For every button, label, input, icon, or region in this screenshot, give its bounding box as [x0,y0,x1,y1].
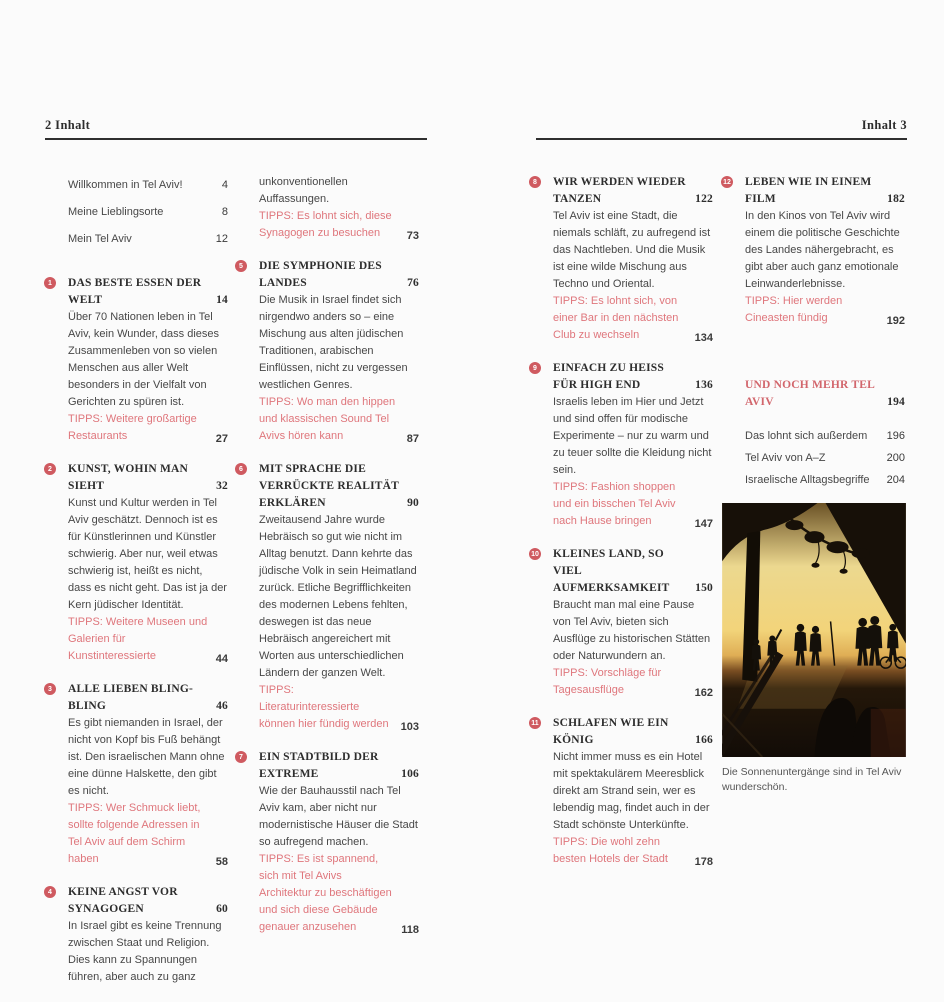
chapter-title-row [68,275,228,309]
chapter-page-number: 32 [216,480,228,492]
chapter-tipps: TIPPS: Wo man den hippen und klassischen Sound Tel Avivs hören kann [259,396,396,442]
tipps-page-number: 162 [694,687,713,699]
chapter-tipps-row [68,411,228,445]
chapter-title: SCHLAFEN WIE EIN KÖNIG [553,717,669,746]
intro-label: Mein Tel Aviv [68,233,132,245]
toc-chapter [531,546,713,699]
list-item [745,469,905,491]
appendix-page-number: 200 [886,452,905,464]
page-header-left [45,118,427,140]
chapter-page-number: 122 [695,193,713,205]
chapter-tipps-row [259,851,419,936]
chapter-tipps-row [553,665,713,699]
chapter-tipps: TIPPS: Fashion shoppen und ein bisschen Tel Aviv nach Hause bringen [553,481,676,527]
chapter-page-number: 150 [695,582,713,594]
chapter-description: Tel Aviv ist eine Stadt, die niemals schläft, zu aufregend ist das Nachtleben. Und die Musik ist eine wilde Mischung aus Techno und Oriental. [553,210,711,290]
chapter-title-row [259,749,419,783]
tipps-page-number: 118 [401,924,419,936]
tipps-page-number: 44 [215,653,228,665]
chapter-page-number: 136 [695,379,713,391]
more-section-title: UND NOCH MEHR TEL AVIV [745,379,875,408]
chapter-title: WIR WERDEN WIEDER TANZEN [553,176,686,205]
chapter-title: MIT SPRACHE DIE VERRÜCKTE REALITÄT ERKLÄREN [259,463,399,509]
more-section-page-number: 194 [887,396,905,408]
chapter-number-badge: 11 [529,717,541,729]
chapter-description: Nicht immer muss es ein Hotel mit spektakulärem Meeresblick direkt am Strand sein, wer es lebendig mag, findet auch in der Stadt schönste Unterkünfte. [553,751,710,831]
toc-chapter [533,360,713,530]
chapter-description: Zweitausend Jahre wurde Hebräisch so gut wie nicht im Alltag benutzt. Dann kehrte das jüdische Volk in sein Heimatland zurück. Etliche Begrifflichkeiten des modernen Lebens fehlten, deswegen ist das neue Hebräisch angereichert mit Worten aus unterschiedlichen Ländern der ganzen Welt. [259,514,417,679]
chapter-title: KUNST, WOHIN MAN SIEHT [68,463,189,492]
intro-label: Meine Lieblingsorte [68,206,164,218]
chapter-page-number: 182 [887,193,905,205]
chapter-title-row [259,258,419,292]
chapter-page-number: 90 [407,497,419,509]
tipps-page-number: 147 [694,518,713,530]
chapter-description: Braucht man mal eine Pause von Tel Aviv, bieten sich Ausflüge zu historischen Stätten oder Naturwundern an. [553,599,711,662]
tipps-page-number: 58 [215,856,228,868]
chapter-number-badge: 2 [44,463,56,475]
chapter-description-continued: unkonventionellen Auffassungen. [259,176,348,205]
chapter-tipps-row [259,394,419,445]
toc-chapter [48,681,228,868]
photo-caption: Die Sonnenuntergänge sind in Tel Aviv wunderschön. [722,766,902,793]
chapter-number-badge: 8 [529,176,541,188]
chapter-number-badge: 6 [235,463,247,475]
toc-chapter [48,884,228,986]
tipps-page-number: 192 [886,315,905,327]
chapter-title-row [553,546,713,597]
chapter-tipps: TIPPS: Vorschläge für Tagesausflüge [553,667,662,696]
chapter-title: DAS BESTE ESSEN DER WELT [68,277,202,306]
tipps-page-number: 27 [215,433,228,445]
chapter-title-row [259,461,419,512]
chapter-title: LEBEN WIE IN EINEM FILM [745,176,872,205]
chapter-tipps-row [259,682,419,733]
tipps-page-number: 178 [694,856,713,868]
chapter-tipps: TIPPS: Es lohnt sich, von einer Bar in den nächsten Club zu wechseln [553,295,679,341]
chapter-tipps: TIPPS: Es lohnt sich, diese Synagogen zu besuchen [259,210,392,239]
chapter-tipps: TIPPS: Weitere Museen und Galerien für Kunstinteressierte [68,616,208,662]
sunset-photo [722,503,906,757]
chapter-tipps: TIPPS: Wer Schmuck liebt, sollte folgende Adressen in Tel Aviv auf dem Schirm haben [68,802,201,865]
chapter-tipps: TIPPS: Hier werden Cineasten fündig [745,295,843,324]
chapter-title: ALLE LIEBEN BLING-BLING [68,683,194,712]
intro-page-number: 12 [215,233,228,245]
chapter-page-number: 46 [216,700,228,712]
toc-column-1 [48,172,228,1002]
chapter-description: Über 70 Nationen leben in Tel Aviv, kein Wunder, dass dieses Zusammenleben von so vielen Menschen aus aller Welt besonders in der Vielfalt von Gerichten zu spüren ist. [68,311,220,408]
chapter-description: Kunst und Kultur werden in Tel Aviv geschätzt. Dennoch ist es für Künstlerinnen und Künstler schwierig. Aber nur, weil etwas schwierig ist, heißt es nicht, dass es nicht geht. Das ist ja der Kern jüdischer Identität. [68,497,227,611]
tipps-page-number: 73 [406,230,419,242]
toc-chapter [239,258,419,445]
appendix-label: Israelische Alltagsbegriffe [745,474,870,486]
chapter-title-row [745,174,905,208]
tipps-page-number: 134 [694,332,713,344]
chapter-title-row [553,715,713,749]
page-header-left-label: 2 Inhalt [45,118,91,132]
appendix-list [745,425,905,491]
chapter-title: EIN STADTBILD DER EXTREME [259,751,379,780]
chapter-tipps: TIPPS: Die wohl zehn besten Hotels der Stadt [553,836,668,865]
chapter-tipps: TIPPS: Weitere großartige Restaurants [68,413,197,442]
appendix-page-number: 204 [886,474,905,486]
chapter-tipps-row [553,834,713,868]
intro-page-number: 4 [221,179,228,191]
chapter-title-row [553,360,713,394]
intro-list [68,172,228,253]
toc-chapter [531,715,713,868]
list-item [745,425,905,447]
appendix-label: Das lohnt sich außerdem [745,430,868,442]
chapter-description: In Israel gibt es keine Trennung zwischen Staat und Religion. Dies kann zu Spannungen führen, aber auch zu ganz [68,920,222,983]
chapter-page-number: 60 [216,903,228,915]
chapter-title-row [553,174,713,208]
appendix-label: Tel Aviv von A–Z [745,452,826,464]
chapter-number-badge: 7 [235,751,247,763]
chapter-number-badge: 10 [529,548,541,560]
chapter-number-badge: 9 [529,362,541,374]
chapter-number-badge: 5 [235,260,247,272]
page-header-right [536,118,907,140]
chapter-tipps-row [745,293,905,327]
tipps-page-number: 103 [400,721,419,733]
chapter-title: DIE SYMPHONIE DES LANDES [259,260,382,289]
intro-page-number: 8 [221,206,228,218]
intro-label: Willkommen in Tel Aviv! [68,179,183,191]
sunset-photo-figure [722,503,906,795]
chapter-title-row [68,681,228,715]
list-item [68,172,228,199]
toc-chapter [723,174,905,327]
toc-chapter [533,174,713,344]
chapter-description: Es gibt niemanden in Israel, der nicht von Kopf bis Fuß behängt ist. Den israelischen Mann ohne eine dünne Halskette, den gibt es nicht. [68,717,225,797]
chapter-number-badge: 1 [44,277,56,289]
chapter-description: Wie der Bauhausstil nach Tel Aviv kam, aber nicht nur modernistische Häuser die Stadt so aufregend machen. [259,785,418,848]
chapter-description: In den Kinos von Tel Aviv wird einem die politische Geschichte des Landes nähergebracht, es gibt aber auch ganz emotionale Leinwanderlebnisse. [745,210,900,290]
chapter-tipps-row [553,479,713,530]
chapter-number-badge: 12 [721,176,733,188]
chapter-tipps-row [68,800,228,868]
list-item [68,199,228,226]
chapter-title-row [68,461,228,495]
chapter-description: Die Musik in Israel findet sich nirgendwo anders so – eine Mischung aus alten jüdischen Traditionen, arabischen Einflüssen, nicht zu vergessen westlichen Genres. [259,294,408,391]
toc-chapter [239,749,419,936]
chapter-description: Israelis leben im Hier und Jetzt und sind offen für modische Experimente – nur zu warm und zu teuer sollte die Kleidung nicht sein. [553,396,712,476]
chapter-number-badge: 4 [44,886,56,898]
chapter-continuation [259,174,419,242]
toc-chapter [48,461,228,665]
chapter-page-number: 76 [407,277,419,289]
more-section-heading [745,377,905,411]
appendix-page-number: 196 [886,430,905,442]
chapter-page-number: 106 [401,768,419,780]
chapter-tipps-row [259,208,419,242]
toc-chapter [48,275,228,445]
chapter-title: KEINE ANGST VOR SYNAGOGEN [68,886,178,915]
list-item [68,226,228,253]
toc-column-2 [239,174,419,952]
chapter-tipps-row [68,614,228,665]
page-header-right-label: Inhalt 3 [861,118,907,132]
chapter-number-badge: 3 [44,683,56,695]
chapter-tipps: TIPPS: Es ist spannend, sich mit Tel Avivs Architektur zu beschäftigen und sich diese Gebäude genauer anzusehen [259,853,392,933]
tipps-page-number: 87 [406,433,419,445]
chapter-tipps: TIPPS: Literaturinteressierte können hier fündig werden [259,684,389,730]
list-item [745,447,905,469]
toc-column-3 [531,174,713,884]
toc-chapter [239,461,419,733]
chapter-page-number: 166 [695,734,713,746]
chapter-title: KLEINES LAND, SO VIEL AUFMERKSAMKEIT [553,548,670,594]
chapter-title-row [68,884,228,918]
chapter-tipps-row [553,293,713,344]
chapter-page-number: 14 [216,294,228,306]
chapter-title: EINFACH ZU HEISS FÜR HIGH END [553,362,664,391]
